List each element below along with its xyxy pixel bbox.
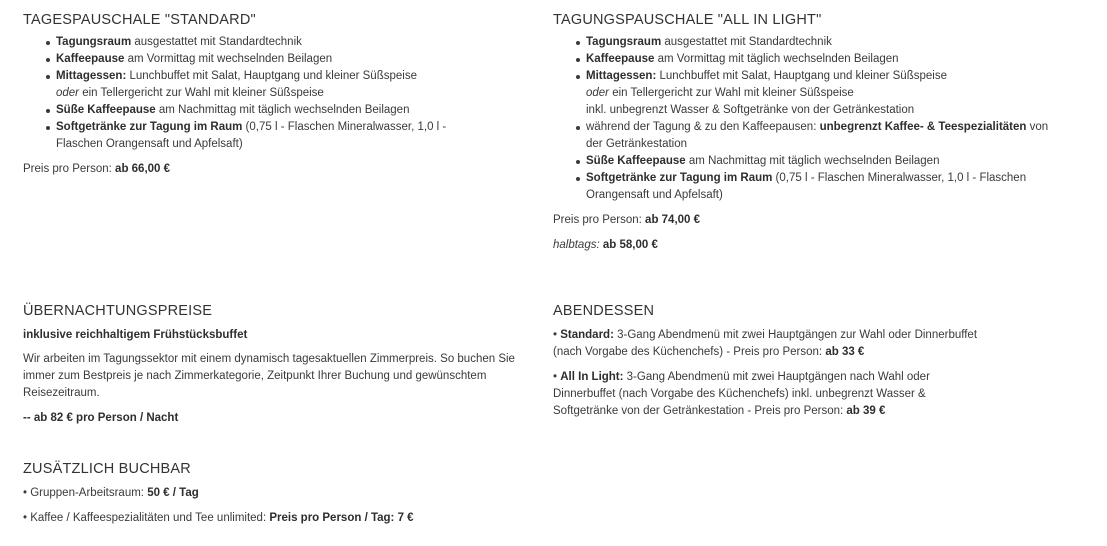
- half-day-price: halbtags: ab 58,00 €: [553, 239, 658, 251]
- list-item: Kaffeepause am Vormittag mit täglich wechselnden Beilagen: [586, 51, 1063, 68]
- price-line: -- ab 82 € pro Person / Nacht: [23, 412, 179, 424]
- section-dinner: [553, 301, 993, 420]
- section-extra: [23, 459, 533, 527]
- list-item: • Kaffee / Kaffeespezialitäten und Tee unlimited: Preis pro Person / Tag: 7 €: [23, 512, 414, 524]
- section-all-in-light: [553, 10, 1063, 254]
- section-title: ÜBERNACHTUNGSPREISE: [23, 303, 213, 319]
- price-line: Preis pro Person: ab 74,00 €: [553, 214, 701, 226]
- section-title: TAGUNGSPAUSCHALE "ALL IN LIGHT": [553, 12, 822, 28]
- list-item: • Gruppen-Arbeitsraum: 50 € / Tag: [23, 487, 199, 499]
- list-item: Süße Kaffeepause am Nachmittag mit täglich wechselnden Beilagen: [586, 153, 1063, 170]
- price-line: Preis pro Person: ab 66,00 €: [23, 163, 171, 175]
- feature-list: [553, 34, 1063, 204]
- list-item: Mittagessen: Lunchbuffet mit Salat, Hauptgang und kleiner Süßspeise oder ein Tellergericht zur Wahl mit kleiner Süßspeise: [56, 68, 463, 102]
- section-title: ZUSÄTZLICH BUCHBAR: [23, 461, 191, 477]
- section-standard: [23, 10, 463, 178]
- list-item: • Standard: 3-Gang Abendmenü mit zwei Hauptgängen zur Wahl oder Dinnerbuffet (nach Vorgabe des Küchenchefs) - Preis pro Person: ab 33 €: [553, 329, 978, 358]
- list-item: Mittagessen: Lunchbuffet mit Salat, Hauptgang und kleiner Süßspeise oder ein Tellergericht zur Wahl mit kleiner Süßspeise inkl. unbegrenzt Wasser & Softgetränke von der Getränkestation: [586, 68, 1063, 119]
- section-title: TAGESPAUSCHALE "STANDARD": [23, 12, 256, 28]
- list-item: Softgetränke zur Tagung im Raum (0,75 l - Flaschen Mineralwasser, 1,0 l - Flaschen Orangensaft und Apfelsaft): [56, 119, 463, 153]
- list-item: Kaffeepause am Vormittag mit wechselnden Beilagen: [56, 51, 463, 68]
- list-item: Tagungsraum ausgestattet mit Standardtechnik: [586, 34, 1063, 51]
- section-subtitle: inklusive reichhaltigem Frühstücksbuffet: [23, 329, 248, 341]
- list-item: • All In Light: 3-Gang Abendmenü mit zwei Hauptgängen nach Wahl oder Dinnerbuffet (nach Vorgabe des Küchenchefs) inkl. unbegrenzt Wasser & Softgetränke von der Getränkestation - Preis pro Person: ab 39 €: [553, 371, 930, 417]
- list-item: Tagungsraum ausgestattet mit Standardtechnik: [56, 34, 463, 51]
- section-overnight: [23, 301, 533, 427]
- section-title: ABENDESSEN: [553, 303, 655, 319]
- list-item: Süße Kaffeepause am Nachmittag mit täglich wechselnden Beilagen: [56, 102, 463, 119]
- section-text: Wir arbeiten im Tagungssektor mit einem dynamisch tagesaktuellen Zimmerpreis. So buchen Sie immer zum Bestpreis je nach Zimmerkategorie, Zeitpunkt Ihrer Buchung und gewünschtem Reisezeitraum.: [23, 353, 515, 399]
- feature-list: [23, 34, 463, 153]
- list-item: während der Tagung & zu den Kaffeepausen: unbegrenzt Kaffee- & Teespezialitäten von der Getränkestation: [586, 119, 1063, 153]
- list-item: Softgetränke zur Tagung im Raum (0,75 l - Flaschen Mineralwasser, 1,0 l - Flaschen Orangensaft und Apfelsaft): [586, 170, 1063, 204]
